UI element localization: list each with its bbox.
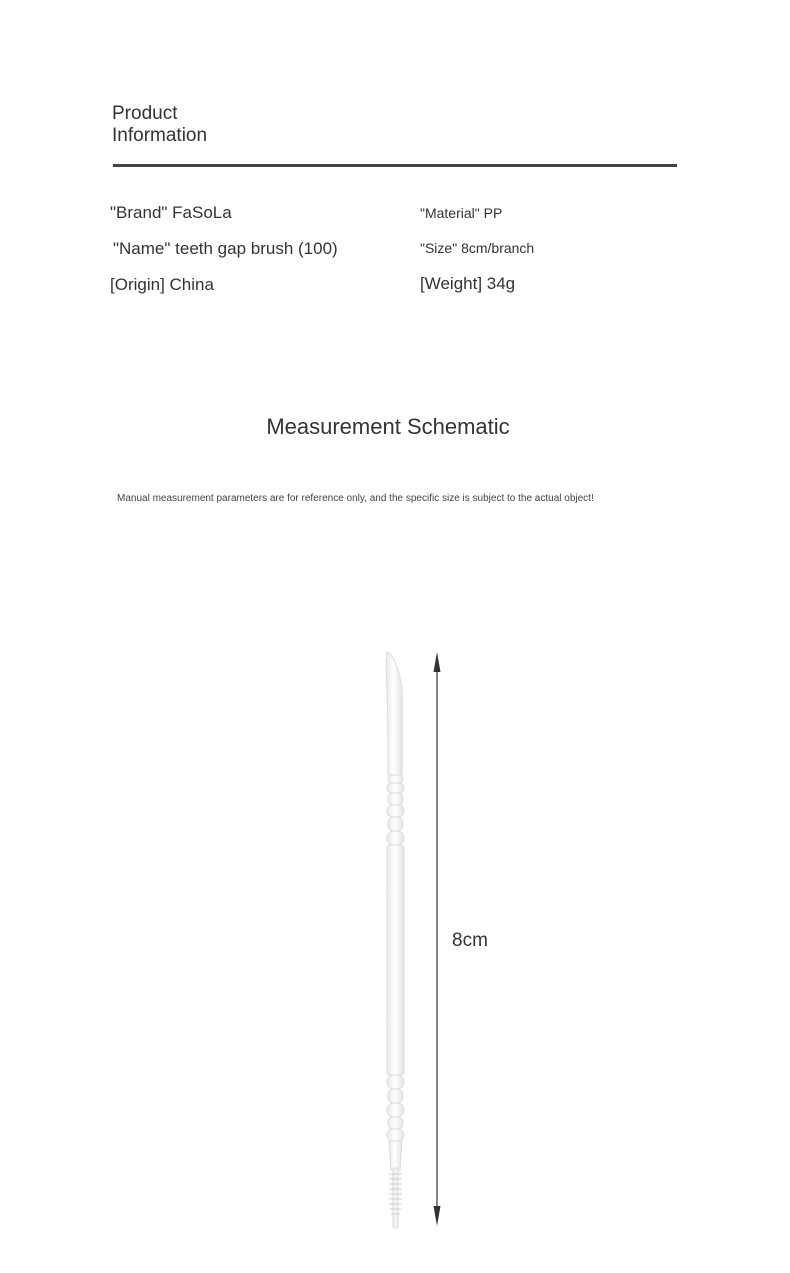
spec-brand: "Brand" FaSoLa [110, 203, 232, 222]
section-divider [113, 164, 677, 167]
section-title-line2: Information [112, 125, 208, 146]
product-figure [340, 640, 460, 1240]
measurement-title: Measurement Schematic [266, 414, 510, 439]
toothpick-illustration [386, 652, 404, 1228]
section-title-line1: Product [112, 103, 178, 124]
spec-name: "Name" teeth gap brush (100) [113, 239, 338, 258]
spec-origin: [Origin] China [110, 275, 214, 294]
spec-material: "Material" PP [420, 205, 503, 221]
section-title [112, 103, 207, 147]
dimension-label: 8cm [452, 930, 488, 951]
spec-weight: [Weight] 34g [420, 274, 516, 293]
spec-size: "Size" 8cm/branch [420, 240, 535, 256]
dimension-arrow [434, 652, 441, 1226]
measurement-disclaimer: Manual measurement parameters are for reference only, and the specific size is subject to the actual object! [117, 493, 594, 504]
